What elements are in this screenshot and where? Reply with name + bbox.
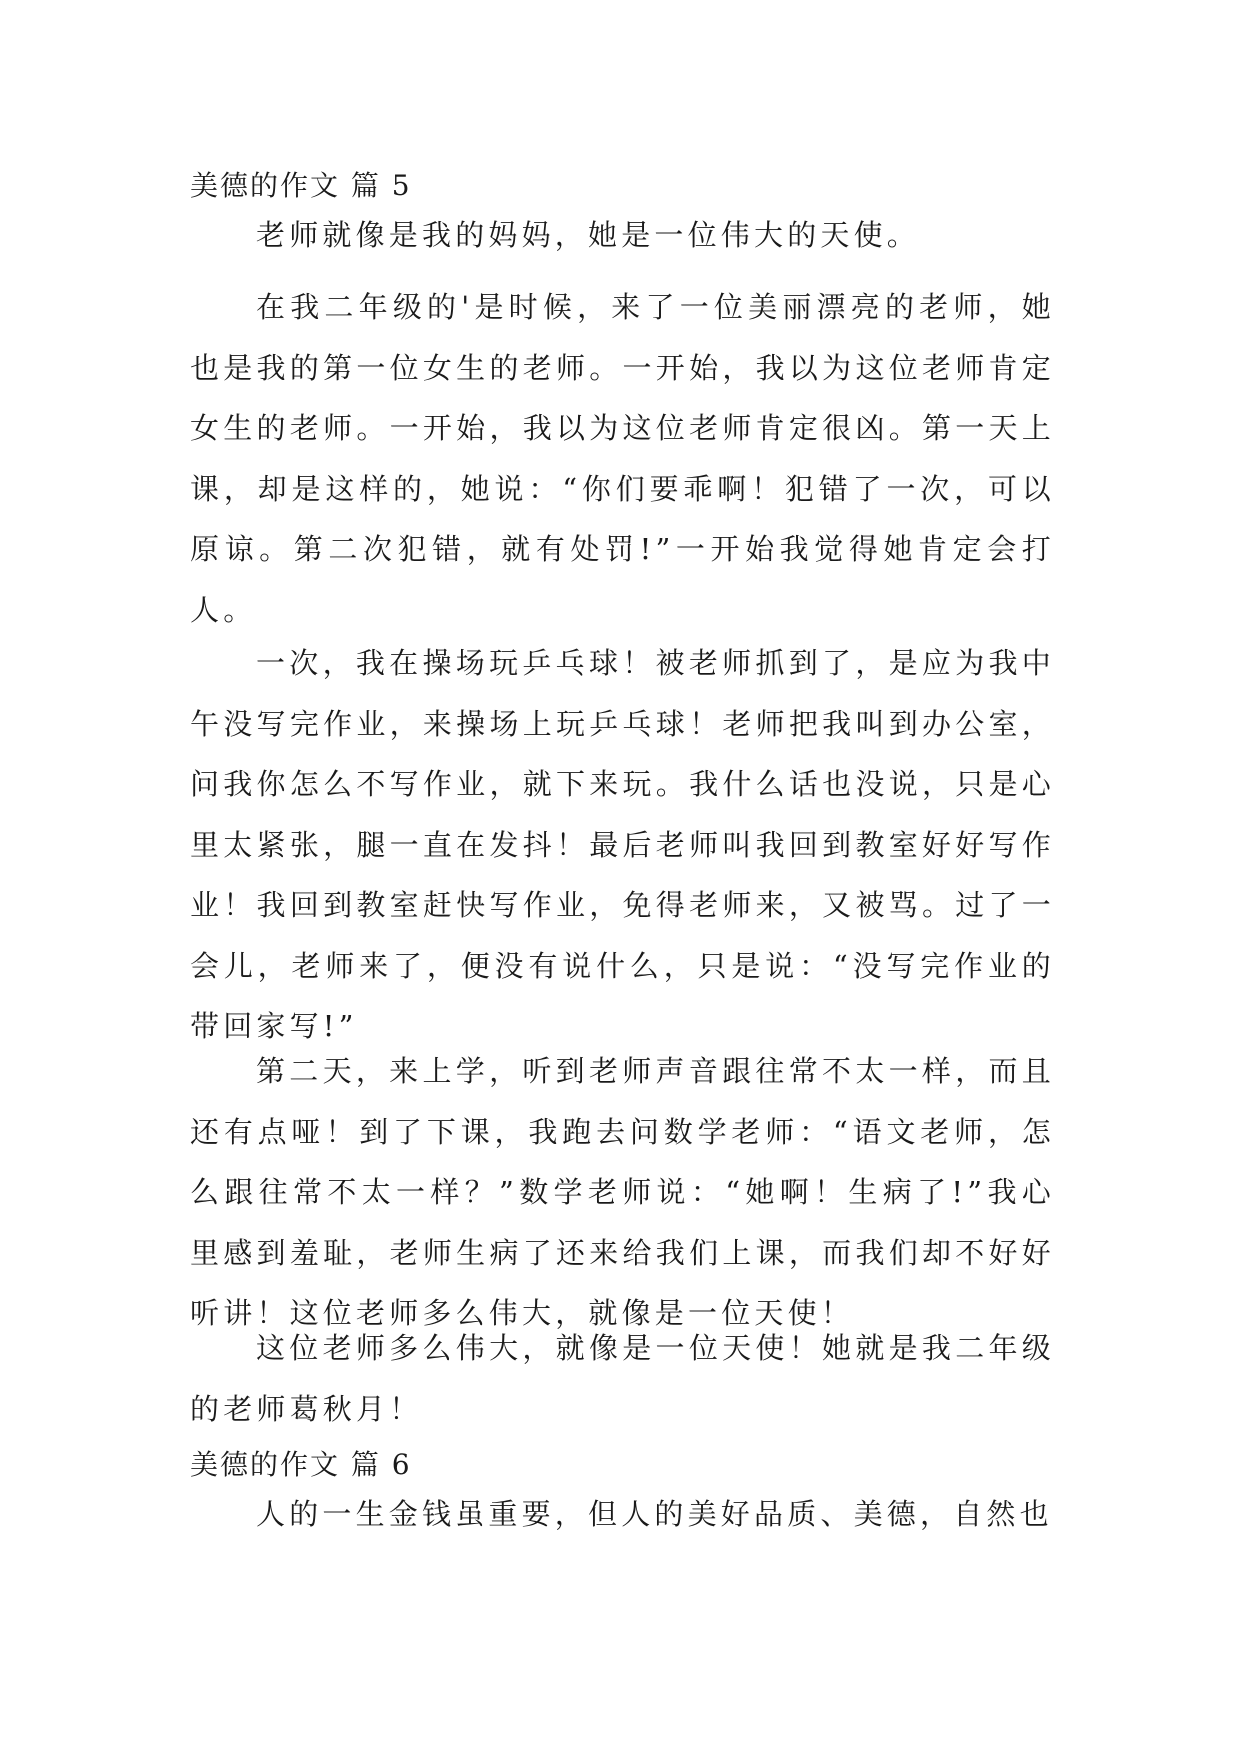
paragraph: 一次，我在操场玩乒乓球！被老师抓到了，是应为我中午没写完作业，来操场上玩乒乓球！老师把我叫到办公室，问我你怎么不写作业，就下来玩。我什么话也没说，只是心里太紧张，腿一直在发抖！最后老师叫我回到教室好好写作业！我回到教室赶快写作业，免得老师来，又被骂。过了一会儿，老师来了，便没有说什么，只是说：“没写完作业的带回家写!” bbox=[190, 646, 1055, 1043]
paragraph: 老师就像是我的妈妈，她是一位伟大的天使。 bbox=[256, 218, 921, 252]
paragraph: 在我二年级的'是时候，来了一位美丽漂亮的老师，她也是我的第一位女生的老师。一开始，我以为这位老师肯定女生的老师。一开始，我以为这位老师肯定很凶。第一天上课，却是这样的，她说：“你们要乖啊！犯错了一次，可以原谅。第二次犯错，就有处罚!”一开始我觉得她肯定会打人。 bbox=[190, 290, 1055, 627]
section-title: 美德的作文 篇 5 bbox=[190, 169, 412, 202]
paragraph: 这位老师多么伟大，就像是一位天使！她就是我二年级的老师葛秋月！ bbox=[190, 1331, 1055, 1426]
paragraph: 人的一生金钱虽重要，但人的美好品质、美德，自然也 bbox=[256, 1497, 1053, 1531]
paragraph: 第二天，来上学，听到老师声音跟往常不太一样，而且还有点哑！到了下课，我跑去问数学老师：“语文老师，怎么跟往常不太一样？”数学老师说：“她啊！生病了!”我心里感到羞耻，老师生病了还来给我们上课，而我们却不好好听讲！这位老师多么伟大，就像是一位天使！ bbox=[190, 1054, 1055, 1330]
section-title: 美德的作文 篇 6 bbox=[190, 1448, 412, 1481]
